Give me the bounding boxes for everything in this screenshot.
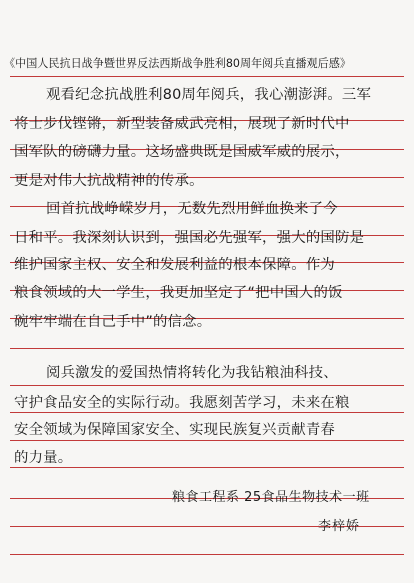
paragraph-2-line-4: 粮食领域的大一学生，我更加坚定了“把中国人的饭 xyxy=(14,285,343,301)
ruled-line xyxy=(10,412,404,413)
paragraph-3-line-2: 守护食品安全的实际行动。我愿刻苦学习，未来在粮 xyxy=(14,395,350,411)
ruled-line xyxy=(10,467,404,468)
ruled-line xyxy=(10,385,404,386)
paragraph-2-line-1: 回首抗战峥嵘岁月，无数先烈用鲜血换来了今 xyxy=(46,201,338,217)
paragraph-1-line-3: 国军队的磅礴力量。这场盛典既是国威军威的展示， xyxy=(14,144,350,160)
paragraph-3-line-1: 阅兵激发的爱国热情将转化为我钻粮油科技、 xyxy=(46,365,338,381)
paragraph-2-line-3: 维护国家主权、安全和发展利益的根本保障。作为 xyxy=(14,257,335,273)
ruled-line xyxy=(10,348,404,349)
paragraph-3-line-3: 安全领域为保障国家安全、实现民族复兴贡献青春 xyxy=(14,422,335,438)
paragraph-3-line-4: 的力量。 xyxy=(14,450,73,466)
essay-title: 《中国人民抗日战争暨世界反法西斯战争胜利80周年阅兵直播观后感》 xyxy=(4,57,351,70)
signature-department: 粮食工程系 25食品生物技术一班 xyxy=(172,490,370,505)
paragraph-2-line-2: 日和平。我深刻认识到，强国必先强军，强大的国防是 xyxy=(14,230,365,246)
ruled-line xyxy=(10,554,404,555)
paragraph-1-line-4: 更是对伟大抗战精神的传承。 xyxy=(14,173,204,189)
signature-name: 李梓娇 xyxy=(318,519,361,534)
paragraph-1-line-1: 观看纪念抗战胜利80周年阅兵，我心潮澎湃。三军 xyxy=(46,87,372,103)
ruled-line xyxy=(10,76,404,77)
ruled-line xyxy=(10,440,404,441)
paragraph-2-line-5: 碗牢牢端在自己手中”的信念。 xyxy=(14,314,212,330)
paragraph-1-line-2: 将士步伐铿锵，新型装备威武亮相，展现了新时代中 xyxy=(14,116,350,132)
